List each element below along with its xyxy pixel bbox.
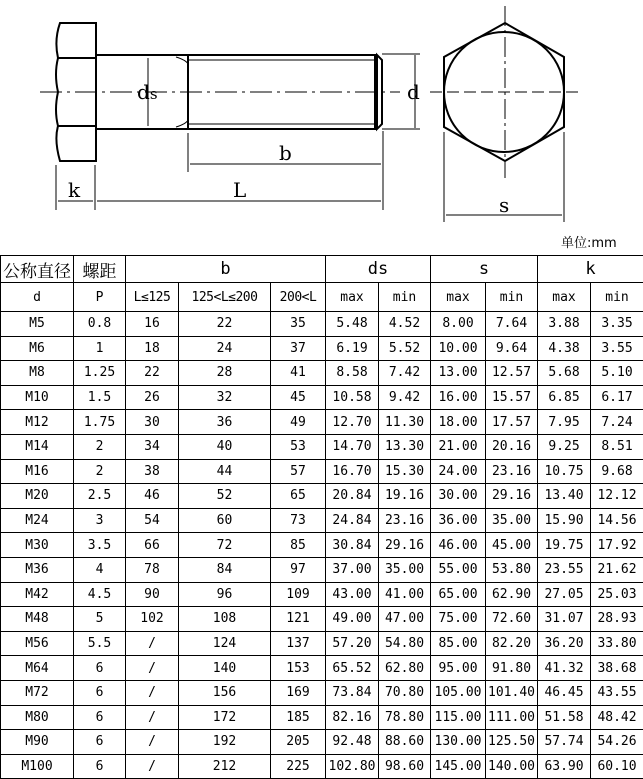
label-k: k bbox=[68, 178, 81, 202]
cell-b-l125: 18 bbox=[126, 336, 179, 361]
cell-size: M24 bbox=[1, 508, 74, 533]
cell-b-over200: 45 bbox=[271, 385, 326, 410]
cell-b-over200: 97 bbox=[271, 557, 326, 582]
cell-b-l125: / bbox=[126, 656, 179, 681]
cell-s-max: 85.00 bbox=[431, 631, 486, 656]
cell-b-l200: 28 bbox=[179, 361, 271, 386]
cell-b-l125: / bbox=[126, 754, 179, 779]
cell-ds-min: 47.00 bbox=[379, 607, 431, 632]
cell-pitch: 2 bbox=[74, 459, 126, 484]
table-row bbox=[1, 361, 643, 386]
cell-b-over200: 35 bbox=[271, 312, 326, 337]
header-b-range-2: 125<L≤200 bbox=[179, 283, 271, 312]
cell-k-min: 38.68 bbox=[591, 656, 643, 681]
cell-s-min: 53.80 bbox=[486, 557, 538, 582]
cell-b-l200: 36 bbox=[179, 410, 271, 435]
cell-ds-min: 5.52 bbox=[379, 336, 431, 361]
cell-b-l125: 34 bbox=[126, 434, 179, 459]
cell-k-min: 8.51 bbox=[591, 434, 643, 459]
cell-ds-min: 7.42 bbox=[379, 361, 431, 386]
cell-size: M20 bbox=[1, 484, 74, 509]
cell-s-min: 62.90 bbox=[486, 582, 538, 607]
cell-size: M30 bbox=[1, 533, 74, 558]
cell-ds-min: 41.00 bbox=[379, 582, 431, 607]
cell-k-min: 43.55 bbox=[591, 680, 643, 705]
table-body bbox=[1, 312, 643, 779]
cell-ds-max: 49.00 bbox=[326, 607, 379, 632]
header-ds-max: max bbox=[326, 283, 379, 312]
cell-b-l200: 52 bbox=[179, 484, 271, 509]
cell-k-min: 3.35 bbox=[591, 312, 643, 337]
cell-pitch: 3 bbox=[74, 508, 126, 533]
cell-s-min: 20.16 bbox=[486, 434, 538, 459]
cell-pitch: 3.5 bbox=[74, 533, 126, 558]
cell-b-over200: 65 bbox=[271, 484, 326, 509]
table-row bbox=[1, 459, 643, 484]
cell-s-min: 12.57 bbox=[486, 361, 538, 386]
cell-k-max: 31.07 bbox=[538, 607, 591, 632]
cell-b-over200: 57 bbox=[271, 459, 326, 484]
cell-b-over200: 169 bbox=[271, 680, 326, 705]
cell-k-max: 23.55 bbox=[538, 557, 591, 582]
cell-ds-min: 78.80 bbox=[379, 705, 431, 730]
label-d: d bbox=[407, 80, 420, 104]
table-row bbox=[1, 508, 643, 533]
cell-k-min: 3.55 bbox=[591, 336, 643, 361]
cell-s-min: 91.80 bbox=[486, 656, 538, 681]
cell-s-max: 36.00 bbox=[431, 508, 486, 533]
cell-b-l200: 24 bbox=[179, 336, 271, 361]
cell-size: M64 bbox=[1, 656, 74, 681]
cell-b-over200: 37 bbox=[271, 336, 326, 361]
cell-ds-max: 14.70 bbox=[326, 434, 379, 459]
cell-b-l200: 72 bbox=[179, 533, 271, 558]
cell-k-min: 48.42 bbox=[591, 705, 643, 730]
cell-pitch: 2.5 bbox=[74, 484, 126, 509]
label-s: s bbox=[499, 193, 509, 217]
cell-ds-max: 43.00 bbox=[326, 582, 379, 607]
cell-b-over200: 41 bbox=[271, 361, 326, 386]
cell-k-max: 27.05 bbox=[538, 582, 591, 607]
cell-ds-max: 12.70 bbox=[326, 410, 379, 435]
cell-b-l200: 44 bbox=[179, 459, 271, 484]
cell-b-over200: 225 bbox=[271, 754, 326, 779]
cell-k-min: 12.12 bbox=[591, 484, 643, 509]
cell-b-over200: 85 bbox=[271, 533, 326, 558]
cell-size: M10 bbox=[1, 385, 74, 410]
cell-k-max: 5.68 bbox=[538, 361, 591, 386]
header-k-max: max bbox=[538, 283, 591, 312]
cell-s-max: 115.00 bbox=[431, 705, 486, 730]
cell-k-max: 10.75 bbox=[538, 459, 591, 484]
header-s-max: max bbox=[431, 283, 486, 312]
cell-s-max: 21.00 bbox=[431, 434, 486, 459]
cell-s-min: 7.64 bbox=[486, 312, 538, 337]
cell-k-max: 57.74 bbox=[538, 730, 591, 755]
cell-s-min: 45.00 bbox=[486, 533, 538, 558]
cell-ds-max: 65.52 bbox=[326, 656, 379, 681]
cell-size: M5 bbox=[1, 312, 74, 337]
cell-k-max: 41.32 bbox=[538, 656, 591, 681]
table-row bbox=[1, 730, 643, 755]
cell-b-over200: 205 bbox=[271, 730, 326, 755]
cell-b-over200: 153 bbox=[271, 656, 326, 681]
table-row bbox=[1, 680, 643, 705]
cell-ds-min: 54.80 bbox=[379, 631, 431, 656]
header-k: k bbox=[538, 256, 643, 283]
table-row bbox=[1, 312, 643, 337]
cell-k-max: 13.40 bbox=[538, 484, 591, 509]
cell-k-min: 17.92 bbox=[591, 533, 643, 558]
cell-s-min: 125.50 bbox=[486, 730, 538, 755]
cell-s-min: 17.57 bbox=[486, 410, 538, 435]
cell-s-min: 82.20 bbox=[486, 631, 538, 656]
cell-k-min: 54.26 bbox=[591, 730, 643, 755]
cell-b-l200: 84 bbox=[179, 557, 271, 582]
cell-s-max: 46.00 bbox=[431, 533, 486, 558]
table-row bbox=[1, 705, 643, 730]
cell-size: M42 bbox=[1, 582, 74, 607]
cell-k-max: 9.25 bbox=[538, 434, 591, 459]
header-b-range-1: L≤125 bbox=[126, 283, 179, 312]
cell-ds-min: 98.60 bbox=[379, 754, 431, 779]
cell-size: M6 bbox=[1, 336, 74, 361]
cell-pitch: 2 bbox=[74, 434, 126, 459]
cell-size: M56 bbox=[1, 631, 74, 656]
header-d: d bbox=[1, 283, 74, 312]
cell-b-l125: 26 bbox=[126, 385, 179, 410]
header-s-min: min bbox=[486, 283, 538, 312]
cell-size: M90 bbox=[1, 730, 74, 755]
cell-b-l200: 60 bbox=[179, 508, 271, 533]
cell-size: M48 bbox=[1, 607, 74, 632]
cell-s-min: 101.40 bbox=[486, 680, 538, 705]
cell-s-min: 9.64 bbox=[486, 336, 538, 361]
cell-b-l125: 54 bbox=[126, 508, 179, 533]
cell-b-l125: 22 bbox=[126, 361, 179, 386]
cell-k-min: 60.10 bbox=[591, 754, 643, 779]
cell-k-min: 7.24 bbox=[591, 410, 643, 435]
cell-b-l200: 192 bbox=[179, 730, 271, 755]
table-row bbox=[1, 754, 643, 779]
cell-b-over200: 49 bbox=[271, 410, 326, 435]
header-k-min: min bbox=[591, 283, 643, 312]
cell-size: M8 bbox=[1, 361, 74, 386]
bolt-drawing-svg bbox=[0, 0, 643, 230]
cell-s-min: 29.16 bbox=[486, 484, 538, 509]
cell-k-min: 28.93 bbox=[591, 607, 643, 632]
table-row bbox=[1, 533, 643, 558]
cell-b-over200: 137 bbox=[271, 631, 326, 656]
table-row bbox=[1, 607, 643, 632]
cell-pitch: 4 bbox=[74, 557, 126, 582]
cell-ds-min: 23.16 bbox=[379, 508, 431, 533]
bolt-technical-drawing bbox=[0, 0, 643, 230]
cell-s-min: 111.00 bbox=[486, 705, 538, 730]
cell-ds-min: 35.00 bbox=[379, 557, 431, 582]
cell-pitch: 1.25 bbox=[74, 361, 126, 386]
cell-ds-min: 13.30 bbox=[379, 434, 431, 459]
cell-ds-max: 16.70 bbox=[326, 459, 379, 484]
cell-s-max: 10.00 bbox=[431, 336, 486, 361]
table-row bbox=[1, 336, 643, 361]
bolt-dimensions-table bbox=[0, 255, 643, 779]
cell-size: M72 bbox=[1, 680, 74, 705]
label-L: L bbox=[233, 178, 246, 202]
cell-b-l125: 46 bbox=[126, 484, 179, 509]
cell-pitch: 0.8 bbox=[74, 312, 126, 337]
cell-b-l200: 40 bbox=[179, 434, 271, 459]
cell-size: M12 bbox=[1, 410, 74, 435]
cell-s-max: 55.00 bbox=[431, 557, 486, 582]
cell-pitch: 1.75 bbox=[74, 410, 126, 435]
cell-k-min: 5.10 bbox=[591, 361, 643, 386]
cell-b-over200: 53 bbox=[271, 434, 326, 459]
cell-k-max: 15.90 bbox=[538, 508, 591, 533]
cell-b-l125: 102 bbox=[126, 607, 179, 632]
cell-b-l125: / bbox=[126, 730, 179, 755]
cell-b-l125: 78 bbox=[126, 557, 179, 582]
cell-s-max: 30.00 bbox=[431, 484, 486, 509]
table-row bbox=[1, 484, 643, 509]
cell-k-max: 7.95 bbox=[538, 410, 591, 435]
cell-b-l200: 32 bbox=[179, 385, 271, 410]
table-row bbox=[1, 434, 643, 459]
cell-s-max: 95.00 bbox=[431, 656, 486, 681]
cell-b-l125: / bbox=[126, 631, 179, 656]
cell-b-over200: 109 bbox=[271, 582, 326, 607]
cell-ds-max: 5.48 bbox=[326, 312, 379, 337]
header-d-cn: 公称直径 bbox=[1, 256, 74, 283]
cell-b-l125: 90 bbox=[126, 582, 179, 607]
cell-size: M100 bbox=[1, 754, 74, 779]
cell-k-min: 14.56 bbox=[591, 508, 643, 533]
cell-ds-min: 11.30 bbox=[379, 410, 431, 435]
cell-ds-max: 73.84 bbox=[326, 680, 379, 705]
cell-ds-min: 15.30 bbox=[379, 459, 431, 484]
cell-k-min: 6.17 bbox=[591, 385, 643, 410]
cell-ds-min: 19.16 bbox=[379, 484, 431, 509]
header-ds: ds bbox=[326, 256, 431, 283]
cell-k-min: 21.62 bbox=[591, 557, 643, 582]
cell-ds-min: 4.52 bbox=[379, 312, 431, 337]
cell-size: M36 bbox=[1, 557, 74, 582]
cell-b-over200: 185 bbox=[271, 705, 326, 730]
cell-b-l125: 66 bbox=[126, 533, 179, 558]
cell-ds-max: 57.20 bbox=[326, 631, 379, 656]
cell-k-max: 3.88 bbox=[538, 312, 591, 337]
cell-b-l200: 96 bbox=[179, 582, 271, 607]
cell-s-max: 8.00 bbox=[431, 312, 486, 337]
cell-b-l125: / bbox=[126, 680, 179, 705]
label-ds: ds bbox=[137, 80, 158, 104]
cell-ds-min: 9.42 bbox=[379, 385, 431, 410]
cell-pitch: 4.5 bbox=[74, 582, 126, 607]
cell-ds-max: 8.58 bbox=[326, 361, 379, 386]
table-row bbox=[1, 656, 643, 681]
cell-k-max: 19.75 bbox=[538, 533, 591, 558]
cell-b-l200: 108 bbox=[179, 607, 271, 632]
cell-size: M80 bbox=[1, 705, 74, 730]
cell-size: M16 bbox=[1, 459, 74, 484]
cell-s-max: 13.00 bbox=[431, 361, 486, 386]
cell-pitch: 1.5 bbox=[74, 385, 126, 410]
cell-b-l200: 124 bbox=[179, 631, 271, 656]
cell-size: M14 bbox=[1, 434, 74, 459]
cell-s-min: 23.16 bbox=[486, 459, 538, 484]
cell-ds-max: 82.16 bbox=[326, 705, 379, 730]
header-row-2 bbox=[1, 283, 643, 312]
table-row bbox=[1, 631, 643, 656]
cell-pitch: 6 bbox=[74, 754, 126, 779]
header-row-1 bbox=[1, 256, 643, 283]
cell-s-min: 140.00 bbox=[486, 754, 538, 779]
cell-pitch: 6 bbox=[74, 656, 126, 681]
table-row bbox=[1, 410, 643, 435]
cell-pitch: 6 bbox=[74, 730, 126, 755]
cell-ds-min: 29.16 bbox=[379, 533, 431, 558]
header-p-cn: 螺距 bbox=[74, 256, 126, 283]
cell-b-l200: 212 bbox=[179, 754, 271, 779]
cell-b-l125: 38 bbox=[126, 459, 179, 484]
cell-ds-max: 92.48 bbox=[326, 730, 379, 755]
cell-k-min: 9.68 bbox=[591, 459, 643, 484]
header-s: s bbox=[431, 256, 538, 283]
unit-label: 单位:mm bbox=[561, 232, 617, 251]
cell-b-over200: 73 bbox=[271, 508, 326, 533]
cell-b-over200: 121 bbox=[271, 607, 326, 632]
cell-k-max: 6.85 bbox=[538, 385, 591, 410]
cell-ds-max: 30.84 bbox=[326, 533, 379, 558]
cell-s-max: 24.00 bbox=[431, 459, 486, 484]
cell-ds-max: 6.19 bbox=[326, 336, 379, 361]
cell-b-l125: / bbox=[126, 705, 179, 730]
cell-b-l125: 30 bbox=[126, 410, 179, 435]
cell-s-min: 15.57 bbox=[486, 385, 538, 410]
table-row bbox=[1, 582, 643, 607]
cell-s-max: 145.00 bbox=[431, 754, 486, 779]
cell-s-max: 105.00 bbox=[431, 680, 486, 705]
cell-ds-max: 102.80 bbox=[326, 754, 379, 779]
cell-ds-max: 37.00 bbox=[326, 557, 379, 582]
cell-s-max: 18.00 bbox=[431, 410, 486, 435]
table-row bbox=[1, 385, 643, 410]
cell-b-l200: 140 bbox=[179, 656, 271, 681]
cell-s-min: 35.00 bbox=[486, 508, 538, 533]
cell-k-max: 46.45 bbox=[538, 680, 591, 705]
header-ds-min: min bbox=[379, 283, 431, 312]
cell-pitch: 6 bbox=[74, 705, 126, 730]
cell-k-min: 25.03 bbox=[591, 582, 643, 607]
cell-pitch: 5.5 bbox=[74, 631, 126, 656]
cell-k-min: 33.80 bbox=[591, 631, 643, 656]
cell-s-max: 130.00 bbox=[431, 730, 486, 755]
cell-k-max: 51.58 bbox=[538, 705, 591, 730]
cell-pitch: 5 bbox=[74, 607, 126, 632]
cell-b-l200: 22 bbox=[179, 312, 271, 337]
cell-k-max: 63.90 bbox=[538, 754, 591, 779]
cell-ds-max: 10.58 bbox=[326, 385, 379, 410]
header-b: b bbox=[126, 256, 326, 283]
label-b: b bbox=[279, 141, 292, 165]
cell-b-l125: 16 bbox=[126, 312, 179, 337]
cell-ds-min: 62.80 bbox=[379, 656, 431, 681]
cell-b-l200: 156 bbox=[179, 680, 271, 705]
table-row bbox=[1, 557, 643, 582]
cell-k-max: 4.38 bbox=[538, 336, 591, 361]
cell-ds-min: 88.60 bbox=[379, 730, 431, 755]
header-b-range-3: 200<L bbox=[271, 283, 326, 312]
cell-pitch: 6 bbox=[74, 680, 126, 705]
cell-s-max: 16.00 bbox=[431, 385, 486, 410]
header-p: P bbox=[74, 283, 126, 312]
cell-s-max: 65.00 bbox=[431, 582, 486, 607]
cell-s-min: 72.60 bbox=[486, 607, 538, 632]
cell-k-max: 36.20 bbox=[538, 631, 591, 656]
cell-s-max: 75.00 bbox=[431, 607, 486, 632]
cell-pitch: 1 bbox=[74, 336, 126, 361]
cell-ds-max: 24.84 bbox=[326, 508, 379, 533]
cell-ds-max: 20.84 bbox=[326, 484, 379, 509]
cell-ds-min: 70.80 bbox=[379, 680, 431, 705]
cell-b-l200: 172 bbox=[179, 705, 271, 730]
